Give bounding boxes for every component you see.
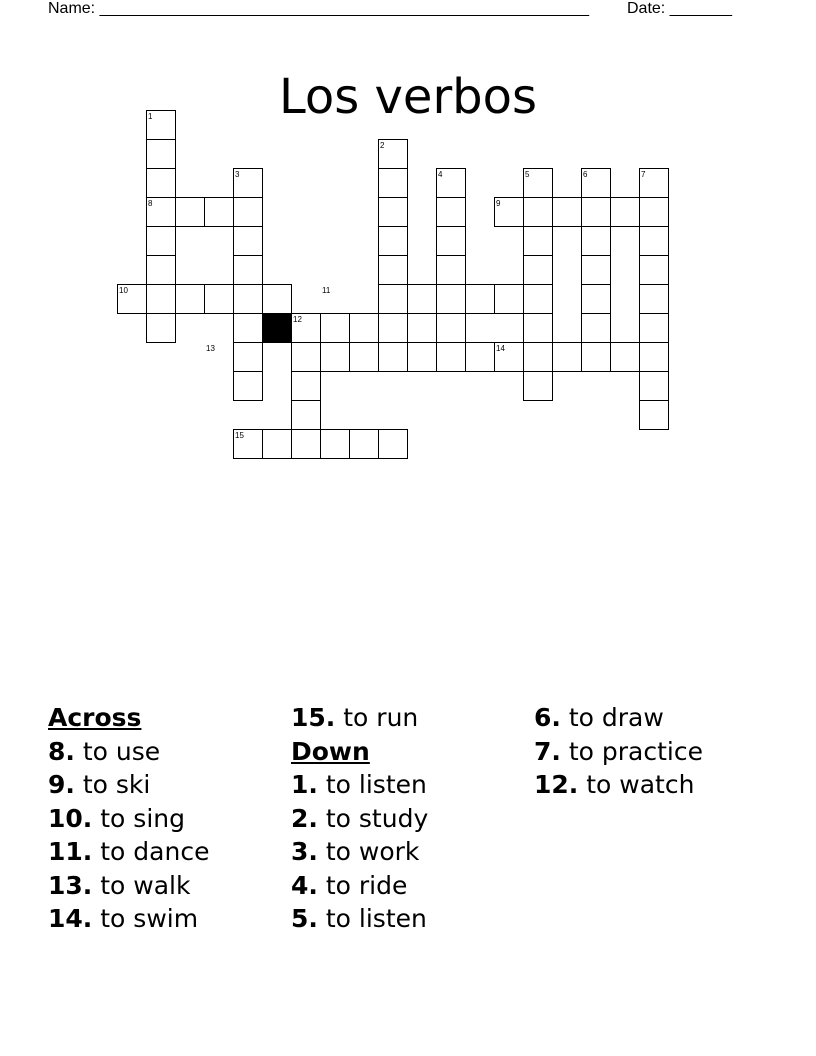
grid-cell[interactable]	[176, 198, 205, 227]
across-clue	[48, 902, 288, 936]
grid-cell[interactable]	[234, 314, 263, 343]
clue-number: 3.	[291, 837, 318, 866]
grid-cell[interactable]	[582, 343, 611, 372]
clue-number-label: 4	[438, 170, 443, 179]
clue-number-label: 3	[235, 170, 240, 179]
clue-text: to draw	[568, 703, 664, 732]
grid-cell[interactable]	[379, 314, 408, 343]
grid-cell[interactable]	[292, 372, 321, 401]
grid-cell[interactable]	[582, 314, 611, 343]
grid-cell[interactable]	[524, 372, 553, 401]
crossword-grid	[0, 0, 816, 470]
grid-cell[interactable]	[379, 256, 408, 285]
grid-cell[interactable]	[640, 198, 669, 227]
grid-cell[interactable]	[524, 227, 553, 256]
grid-cell[interactable]	[379, 227, 408, 256]
down-clue	[291, 768, 531, 802]
clue-number-label: 15	[235, 431, 244, 440]
clue-text: to walk	[100, 870, 191, 900]
grid-cell[interactable]	[263, 285, 292, 314]
clue-text: to watch	[586, 770, 695, 799]
grid-cell[interactable]	[147, 140, 176, 169]
grid-cell[interactable]	[611, 343, 640, 372]
grid-cell[interactable]	[437, 198, 466, 227]
grid-cell[interactable]	[640, 343, 669, 372]
grid-cell[interactable]	[466, 285, 495, 314]
grid-cell[interactable]	[234, 343, 263, 372]
clue-number: 14.	[48, 904, 93, 933]
grid-cell[interactable]	[147, 169, 176, 198]
grid-cell[interactable]	[321, 343, 350, 372]
down-clue	[291, 869, 531, 903]
grid-cell[interactable]	[321, 314, 350, 343]
clue-text: to listen	[325, 904, 427, 933]
grid-cell[interactable]	[640, 314, 669, 343]
grid-cell[interactable]	[350, 430, 379, 459]
clue-text: to study	[325, 803, 429, 833]
grid-cell[interactable]	[524, 343, 553, 372]
grid-cell[interactable]	[640, 227, 669, 256]
grid-cell[interactable]	[263, 430, 292, 459]
grid-cell[interactable]	[408, 285, 437, 314]
down-clue	[534, 768, 774, 802]
clue-text: to run	[343, 703, 419, 732]
grid-cell[interactable]	[437, 343, 466, 372]
grid-cell[interactable]	[292, 430, 321, 459]
across-clue	[48, 869, 288, 903]
grid-cell[interactable]	[582, 285, 611, 314]
grid-cell[interactable]	[379, 430, 408, 459]
clue-number: 9.	[48, 770, 75, 799]
grid-cell[interactable]	[466, 343, 495, 372]
clue-number: 15.	[291, 703, 336, 732]
across-clue	[48, 835, 288, 869]
clue-text: to swim	[100, 904, 199, 933]
grid-cell[interactable]	[582, 227, 611, 256]
clue-number: 7.	[534, 736, 561, 766]
grid-cell[interactable]	[176, 285, 205, 314]
clue-column-3	[534, 701, 774, 802]
across-heading: Across	[48, 703, 142, 732]
grid-cell[interactable]	[524, 285, 553, 314]
clue-number: 11.	[48, 837, 93, 866]
grid-cell[interactable]	[234, 256, 263, 285]
grid-cell[interactable]	[553, 198, 582, 227]
clue-number: 6.	[534, 703, 561, 732]
clue-number: 5.	[291, 904, 318, 933]
grid-cell[interactable]	[147, 256, 176, 285]
across-clue	[291, 701, 531, 735]
clue-number: 4.	[291, 870, 318, 900]
clue-text: to work	[325, 837, 420, 866]
grid-cell[interactable]	[205, 285, 234, 314]
down-clue	[291, 802, 531, 836]
grid-cell[interactable]	[553, 343, 582, 372]
grid-cell[interactable]	[379, 198, 408, 227]
clue-number: 1.	[291, 770, 318, 799]
clue-number-label: 7	[641, 170, 646, 179]
down-clue	[534, 701, 774, 735]
grid-cell[interactable]	[379, 285, 408, 314]
grid-cell[interactable]	[408, 343, 437, 372]
clue-number-label: 8	[148, 199, 153, 208]
grid-cell[interactable]	[205, 198, 234, 227]
grid-cell[interactable]	[582, 198, 611, 227]
clue-number-label: 9	[496, 199, 501, 208]
clue-number-label: 11	[322, 286, 331, 295]
down-clue	[534, 735, 774, 769]
clue-number-label: 13	[206, 344, 215, 353]
clue-number-label: 14	[496, 344, 505, 353]
clue-number-label: 6	[583, 170, 588, 179]
across-clue	[48, 768, 288, 802]
clue-number-label: 1	[148, 112, 153, 121]
grid-cell[interactable]	[437, 314, 466, 343]
clue-number-label: 10	[119, 286, 128, 295]
clue-text: to use	[82, 736, 161, 766]
date-field-label: Date: _______	[627, 0, 732, 17]
clue-text: to ski	[82, 770, 151, 799]
clue-number-label: 5	[525, 170, 530, 179]
grid-cell[interactable]	[437, 227, 466, 256]
clue-number-label: 2	[380, 141, 385, 150]
grid-cell[interactable]	[350, 314, 379, 343]
grid-cell[interactable]	[234, 227, 263, 256]
name-field-label: Name: _______________________________________________________	[48, 0, 589, 17]
grid-cell[interactable]	[582, 256, 611, 285]
grid-cell[interactable]	[147, 285, 176, 314]
grid-cell[interactable]	[321, 430, 350, 459]
grid-cell[interactable]	[147, 227, 176, 256]
clue-number: 10.	[48, 803, 93, 833]
clue-column-1	[48, 701, 288, 936]
clue-number: 13.	[48, 870, 93, 900]
clue-number-label: 12	[293, 315, 302, 324]
grid-cell[interactable]	[495, 285, 524, 314]
grid-cell[interactable]	[437, 256, 466, 285]
blocked-cell	[263, 314, 292, 343]
grid-cell[interactable]	[292, 343, 321, 372]
grid-cell[interactable]	[350, 343, 379, 372]
grid-cell[interactable]	[234, 198, 263, 227]
across-clue	[48, 735, 288, 769]
grid-cell[interactable]	[640, 285, 669, 314]
grid-cell[interactable]	[292, 401, 321, 430]
clue-text: to listen	[325, 770, 427, 799]
clue-text: to dance	[100, 837, 210, 866]
grid-cell[interactable]	[524, 198, 553, 227]
down-clue	[291, 835, 531, 869]
grid-cell[interactable]	[379, 343, 408, 372]
clue-text: to ride	[325, 870, 408, 900]
page-title: Los verbos	[278, 69, 538, 126]
grid-cell[interactable]	[437, 285, 466, 314]
grid-cell[interactable]	[524, 256, 553, 285]
clue-text: to practice	[568, 736, 703, 766]
down-clue	[291, 902, 531, 936]
clue-number: 2.	[291, 803, 318, 833]
grid-cell[interactable]	[611, 198, 640, 227]
down-heading: Down	[291, 736, 370, 766]
grid-cell[interactable]	[640, 372, 669, 401]
clue-number: 12.	[534, 770, 579, 799]
grid-cell[interactable]	[640, 401, 669, 430]
clue-text: to sing	[100, 803, 185, 833]
clue-number: 8.	[48, 736, 75, 766]
grid-cell[interactable]	[234, 285, 263, 314]
grid-cell[interactable]	[524, 314, 553, 343]
grid-cell[interactable]	[640, 256, 669, 285]
grid-cell[interactable]	[379, 169, 408, 198]
grid-cell[interactable]	[147, 314, 176, 343]
across-clue	[48, 802, 288, 836]
clue-column-2	[291, 701, 531, 936]
grid-cell[interactable]	[234, 372, 263, 401]
